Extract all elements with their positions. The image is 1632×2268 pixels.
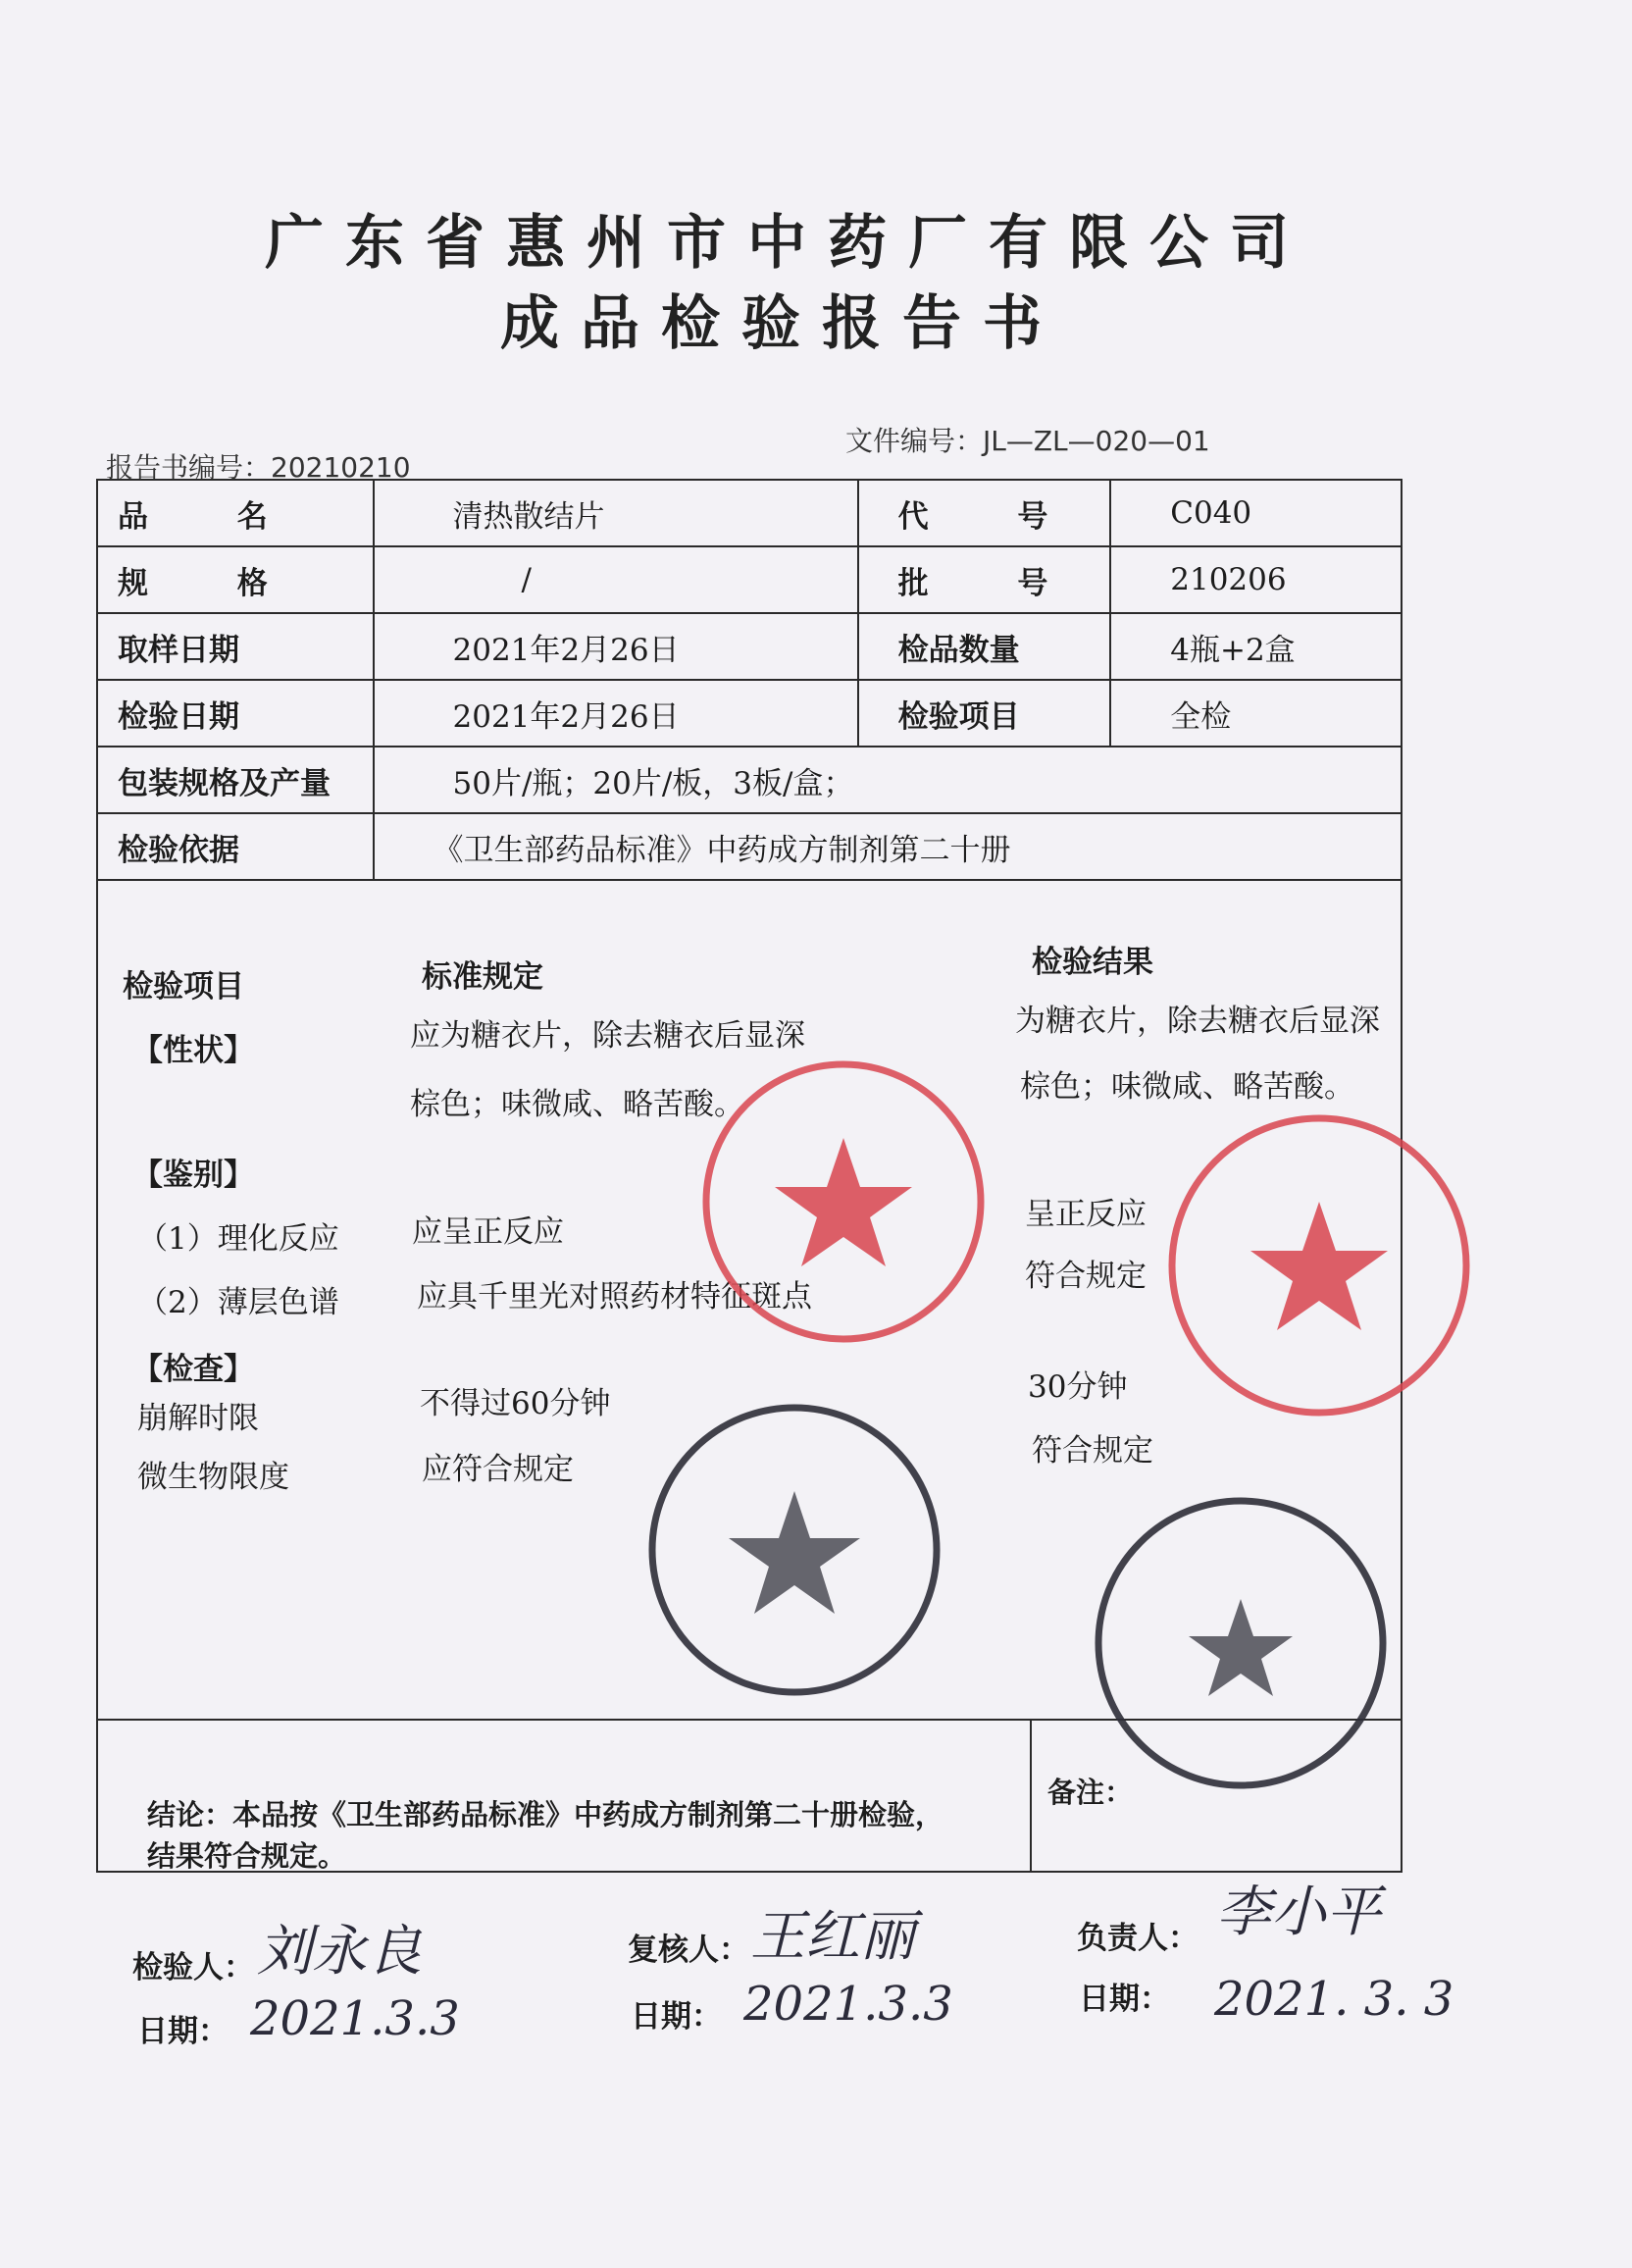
check-label: 【检查】 xyxy=(132,1352,254,1387)
reviewer-date-label: 日期： xyxy=(631,1999,722,2035)
packaging-value: 50片/瓶；20片/板，3板/盒； xyxy=(374,747,1402,813)
packaging-label: 包装规格及产量 xyxy=(97,747,374,813)
microbial-standard: 应符合规定 xyxy=(422,1452,574,1487)
report-number: 报告书编号：20210210 xyxy=(106,451,411,484)
col-standard-header: 标准规定 xyxy=(422,959,543,995)
reviewer-signature: 王红丽 xyxy=(750,1905,915,1969)
appearance-label: 【性状】 xyxy=(132,1033,254,1068)
seal-red-1 xyxy=(696,1055,991,1349)
ident1-standard: 应呈正反应 xyxy=(412,1214,564,1250)
test-items-label: 检验项目 xyxy=(858,680,1111,747)
test-date-label: 检验日期 xyxy=(97,680,374,747)
microbial-result: 符合规定 xyxy=(1032,1433,1153,1469)
ident2-result: 符合规定 xyxy=(1025,1259,1147,1294)
remarks-divider xyxy=(1030,1719,1032,1873)
batch-label: 批 号 xyxy=(858,546,1111,613)
test-items-value: 全检 xyxy=(1110,680,1402,747)
reviewer-label: 复核人： xyxy=(628,1933,749,1968)
table-row xyxy=(97,680,1402,747)
ident2-label: （2）薄层色谱 xyxy=(137,1285,339,1320)
basis-label: 检验依据 xyxy=(97,813,374,880)
manager-date: 2021. 3. 3 xyxy=(1214,1972,1454,2027)
table-row xyxy=(97,747,1402,813)
code-value: C040 xyxy=(1110,480,1402,546)
appearance-result-1: 为糖衣片，除去糖衣后显深 xyxy=(1015,1004,1380,1039)
quantity-value: 4瓶+2盒 xyxy=(1110,613,1402,680)
microbial-label: 微生物限度 xyxy=(137,1460,289,1495)
col-item-header: 检验项目 xyxy=(123,969,244,1005)
batch-value: 210206 xyxy=(1110,546,1402,613)
seal-red-2 xyxy=(1162,1108,1476,1422)
disintegration-standard: 不得过60分钟 xyxy=(420,1386,611,1421)
inspector-date-label: 日期： xyxy=(137,2014,229,2049)
conclusion-text-2: 结果符合规定。 xyxy=(147,1839,347,1873)
table-row xyxy=(97,613,1402,680)
conclusion-text-1: 结论：本品按《卫生部药品标准》中药成方制剂第二十册检验， xyxy=(147,1798,944,1831)
table-row xyxy=(97,480,1402,546)
manager-label: 负责人： xyxy=(1077,1921,1198,1956)
manager-signature: 李小平 xyxy=(1216,1881,1381,1944)
ident2-standard: 应具千里光对照药材特征斑点 xyxy=(417,1279,812,1314)
quantity-label: 检品数量 xyxy=(858,613,1111,680)
appearance-standard-1: 应为糖衣片，除去糖衣后显深 xyxy=(410,1018,805,1054)
table-row xyxy=(97,546,1402,613)
code-label: 代 号 xyxy=(858,480,1111,546)
inspector-signature: 刘永良 xyxy=(257,1920,422,1984)
inspector-label: 检验人： xyxy=(132,1950,254,1985)
file-number: 文件编号：JL—ZL—020—01 xyxy=(845,425,1210,457)
info-table xyxy=(96,479,1402,881)
col-result-header: 检验结果 xyxy=(1032,945,1153,980)
company-title: 广东省惠州市中药厂有限公司 xyxy=(265,209,1310,278)
seal-dark-1 xyxy=(642,1398,946,1702)
report-title: 成品检验报告书 xyxy=(500,289,1063,358)
reviewer-date: 2021.3.3 xyxy=(743,1977,953,2032)
manager-date-label: 日期： xyxy=(1079,1982,1170,2017)
sample-date-label: 取样日期 xyxy=(97,613,374,680)
basis-value: 《卫生部药品标准》中药成方制剂第二十册 xyxy=(374,813,1402,880)
spec-value: / xyxy=(374,546,858,613)
appearance-result-2: 棕色；味微咸、略苦酸。 xyxy=(1020,1069,1354,1105)
inspector-date: 2021.3.3 xyxy=(250,1991,460,2046)
test-date-value: 2021年2月26日 xyxy=(374,680,858,747)
ident1-label: （1）理化反应 xyxy=(137,1221,339,1257)
appearance-standard-2: 棕色；味微咸、略苦酸。 xyxy=(410,1087,744,1122)
spec-label: 规 格 xyxy=(97,546,374,613)
sample-date-value: 2021年2月26日 xyxy=(374,613,858,680)
identification-label: 【鉴别】 xyxy=(132,1158,254,1193)
disintegration-result: 30分钟 xyxy=(1028,1369,1128,1405)
ident1-result: 呈正反应 xyxy=(1025,1197,1147,1232)
remarks-label: 备注： xyxy=(1047,1776,1134,1809)
product-name-label: 品 名 xyxy=(97,480,374,546)
disintegration-label: 崩解时限 xyxy=(137,1401,259,1436)
product-name-value: 清热散结片 xyxy=(374,480,858,546)
seal-dark-2 xyxy=(1089,1491,1393,1795)
